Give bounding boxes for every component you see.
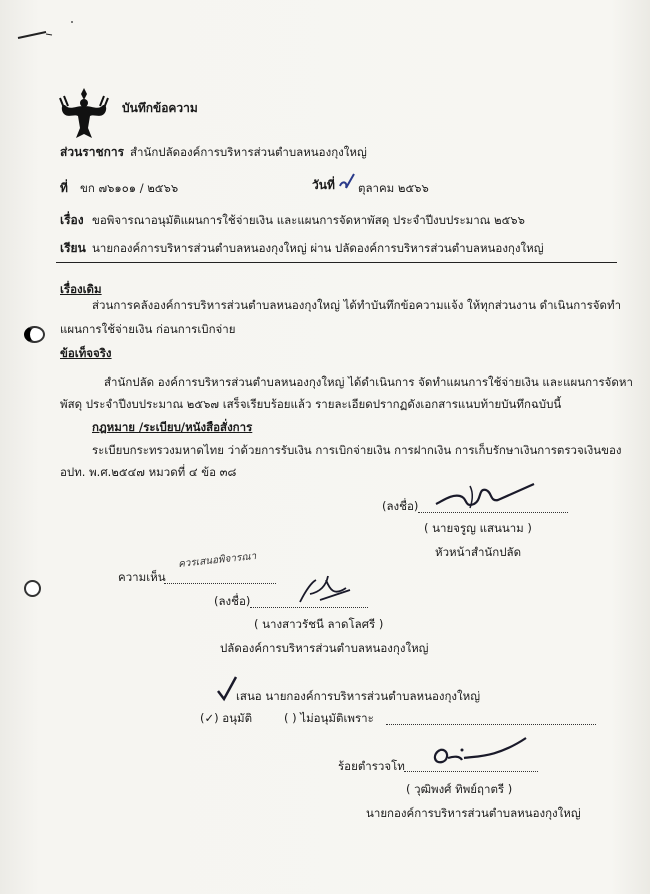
signature-icon — [290, 570, 360, 610]
law-heading: กฎหมาย /ระเบียบ/หนังสือสั่งการ — [92, 420, 253, 434]
punch-hole-icon — [24, 326, 45, 343]
signature-icon — [426, 732, 536, 770]
opinion-position: ปลัดองค์การบริหารส่วนตำบลหนองกุงใหญ่ — [220, 641, 429, 655]
mayor-sign-line — [404, 771, 538, 772]
subject-label: เรื่อง — [60, 213, 84, 227]
date-handwriting-icon — [336, 170, 358, 194]
signer1-name: ( นายจรูญ แสนนาม ) — [424, 521, 532, 535]
opinion-line — [164, 583, 276, 584]
header-divider — [56, 262, 617, 263]
date-value: ตุลาคม ๒๕๖๖ — [358, 181, 429, 195]
to-value: นายกองค์การบริหารส่วนตำบลหนองกุงใหญ่ ผ่าน ปลัดองค์การบริหารส่วนตำบลหนองกุงใหญ่ — [92, 241, 544, 255]
ref-value: ขก ๗๖๑๐๑ / ๒๕๖๖ — [80, 181, 179, 195]
punch-hole-icon — [24, 580, 41, 597]
ref-label: ที่ — [60, 181, 68, 195]
mayor-position: นายกองค์การบริหารส่วนตำบลหนองกุงใหญ่ — [366, 806, 581, 820]
law-line-2: อปท. พ.ศ.๒๕๔๗ หมวดที่ ๔ ข้อ ๓๘ — [60, 465, 237, 479]
agency-value: สำนักปลัดองค์การบริหารส่วนตำบลหนองกุงใหญ่ — [130, 145, 367, 159]
approve-option: (✓) อนุมัติ — [200, 711, 253, 725]
to-label: เรียน — [60, 241, 86, 255]
opinion-name: ( นางสาวรัชนี ลาดโลศรี ) — [254, 617, 384, 631]
agency-label: ส่วนราชการ — [60, 145, 125, 159]
garuda-emblem-icon — [58, 84, 110, 142]
date-label: วันที่ — [312, 178, 335, 192]
facts-line-1: สำนักปลัด องค์การบริหารส่วนตำบลหนองกุงใหญ่ ได้ดำเนินการ จัดทำแผนการใช้จ่ายเงิน และแผนการจัดหา — [104, 375, 633, 389]
mayor-name: ( วุฒิพงศ์ ทิพย์ฤาตรี ) — [406, 782, 513, 796]
scan-mark-icon — [16, 18, 76, 48]
signature-icon — [430, 478, 550, 514]
background-heading: เรื่องเดิม — [60, 282, 102, 296]
subject-value: ขอพิจารณาอนุมัติแผนการใช้จ่ายเงิน และแผนการจัดหาพัสดุ ประจำปีงบประมาณ ๒๕๖๖ — [92, 213, 525, 227]
opinion-sign-label: (ลงชื่อ) — [214, 594, 251, 608]
opinion-label: ความเห็น — [118, 570, 166, 584]
background-line-1: ส่วนการคลังองค์การบริหารส่วนตำบลหนองกุงใหญ่ ได้ทำบันทึกข้อความแจ้ง ให้ทุกส่วนงาน ดำเนินการจัดทำ — [92, 298, 622, 312]
reject-reason-line — [386, 724, 596, 725]
law-line-1: ระเบียบกระทรวงมหาดไทย ว่าด้วยการรับเงิน การเบิกจ่ายเงิน การฝากเงิน การเก็บรักษาเงินการตรวจเงินของ — [92, 443, 622, 457]
signer1-position: หัวหน้าสำนักปลัด — [435, 545, 522, 559]
facts-heading: ข้อเท็จจริง — [60, 346, 112, 360]
checker-label: ร้อยตำรวจโท — [338, 759, 405, 773]
opinion-handwriting: ควรเสนอพิจารณา — [177, 550, 257, 571]
memo-title: บันทึกข้อความ — [122, 101, 198, 115]
facts-line-2: พัสดุ ประจำปีงบประมาณ ๒๕๖๗ เสร็จเรียบร้อยแล้ว รายละเอียดปรากฏดังเอกสารแนบท้ายบันทึกฉบับนี้ — [60, 397, 562, 411]
propose-text: เสนอ นายกองค์การบริหารส่วนตำบลหนองกุงใหญ่ — [236, 689, 481, 703]
background-line-2: แผนการใช้จ่ายเงิน ก่อนการเบิกจ่าย — [60, 322, 236, 336]
reject-option: ( ) ไม่อนุมัติเพราะ — [284, 711, 374, 725]
signer1-sign-label: (ลงชื่อ) — [382, 499, 419, 513]
